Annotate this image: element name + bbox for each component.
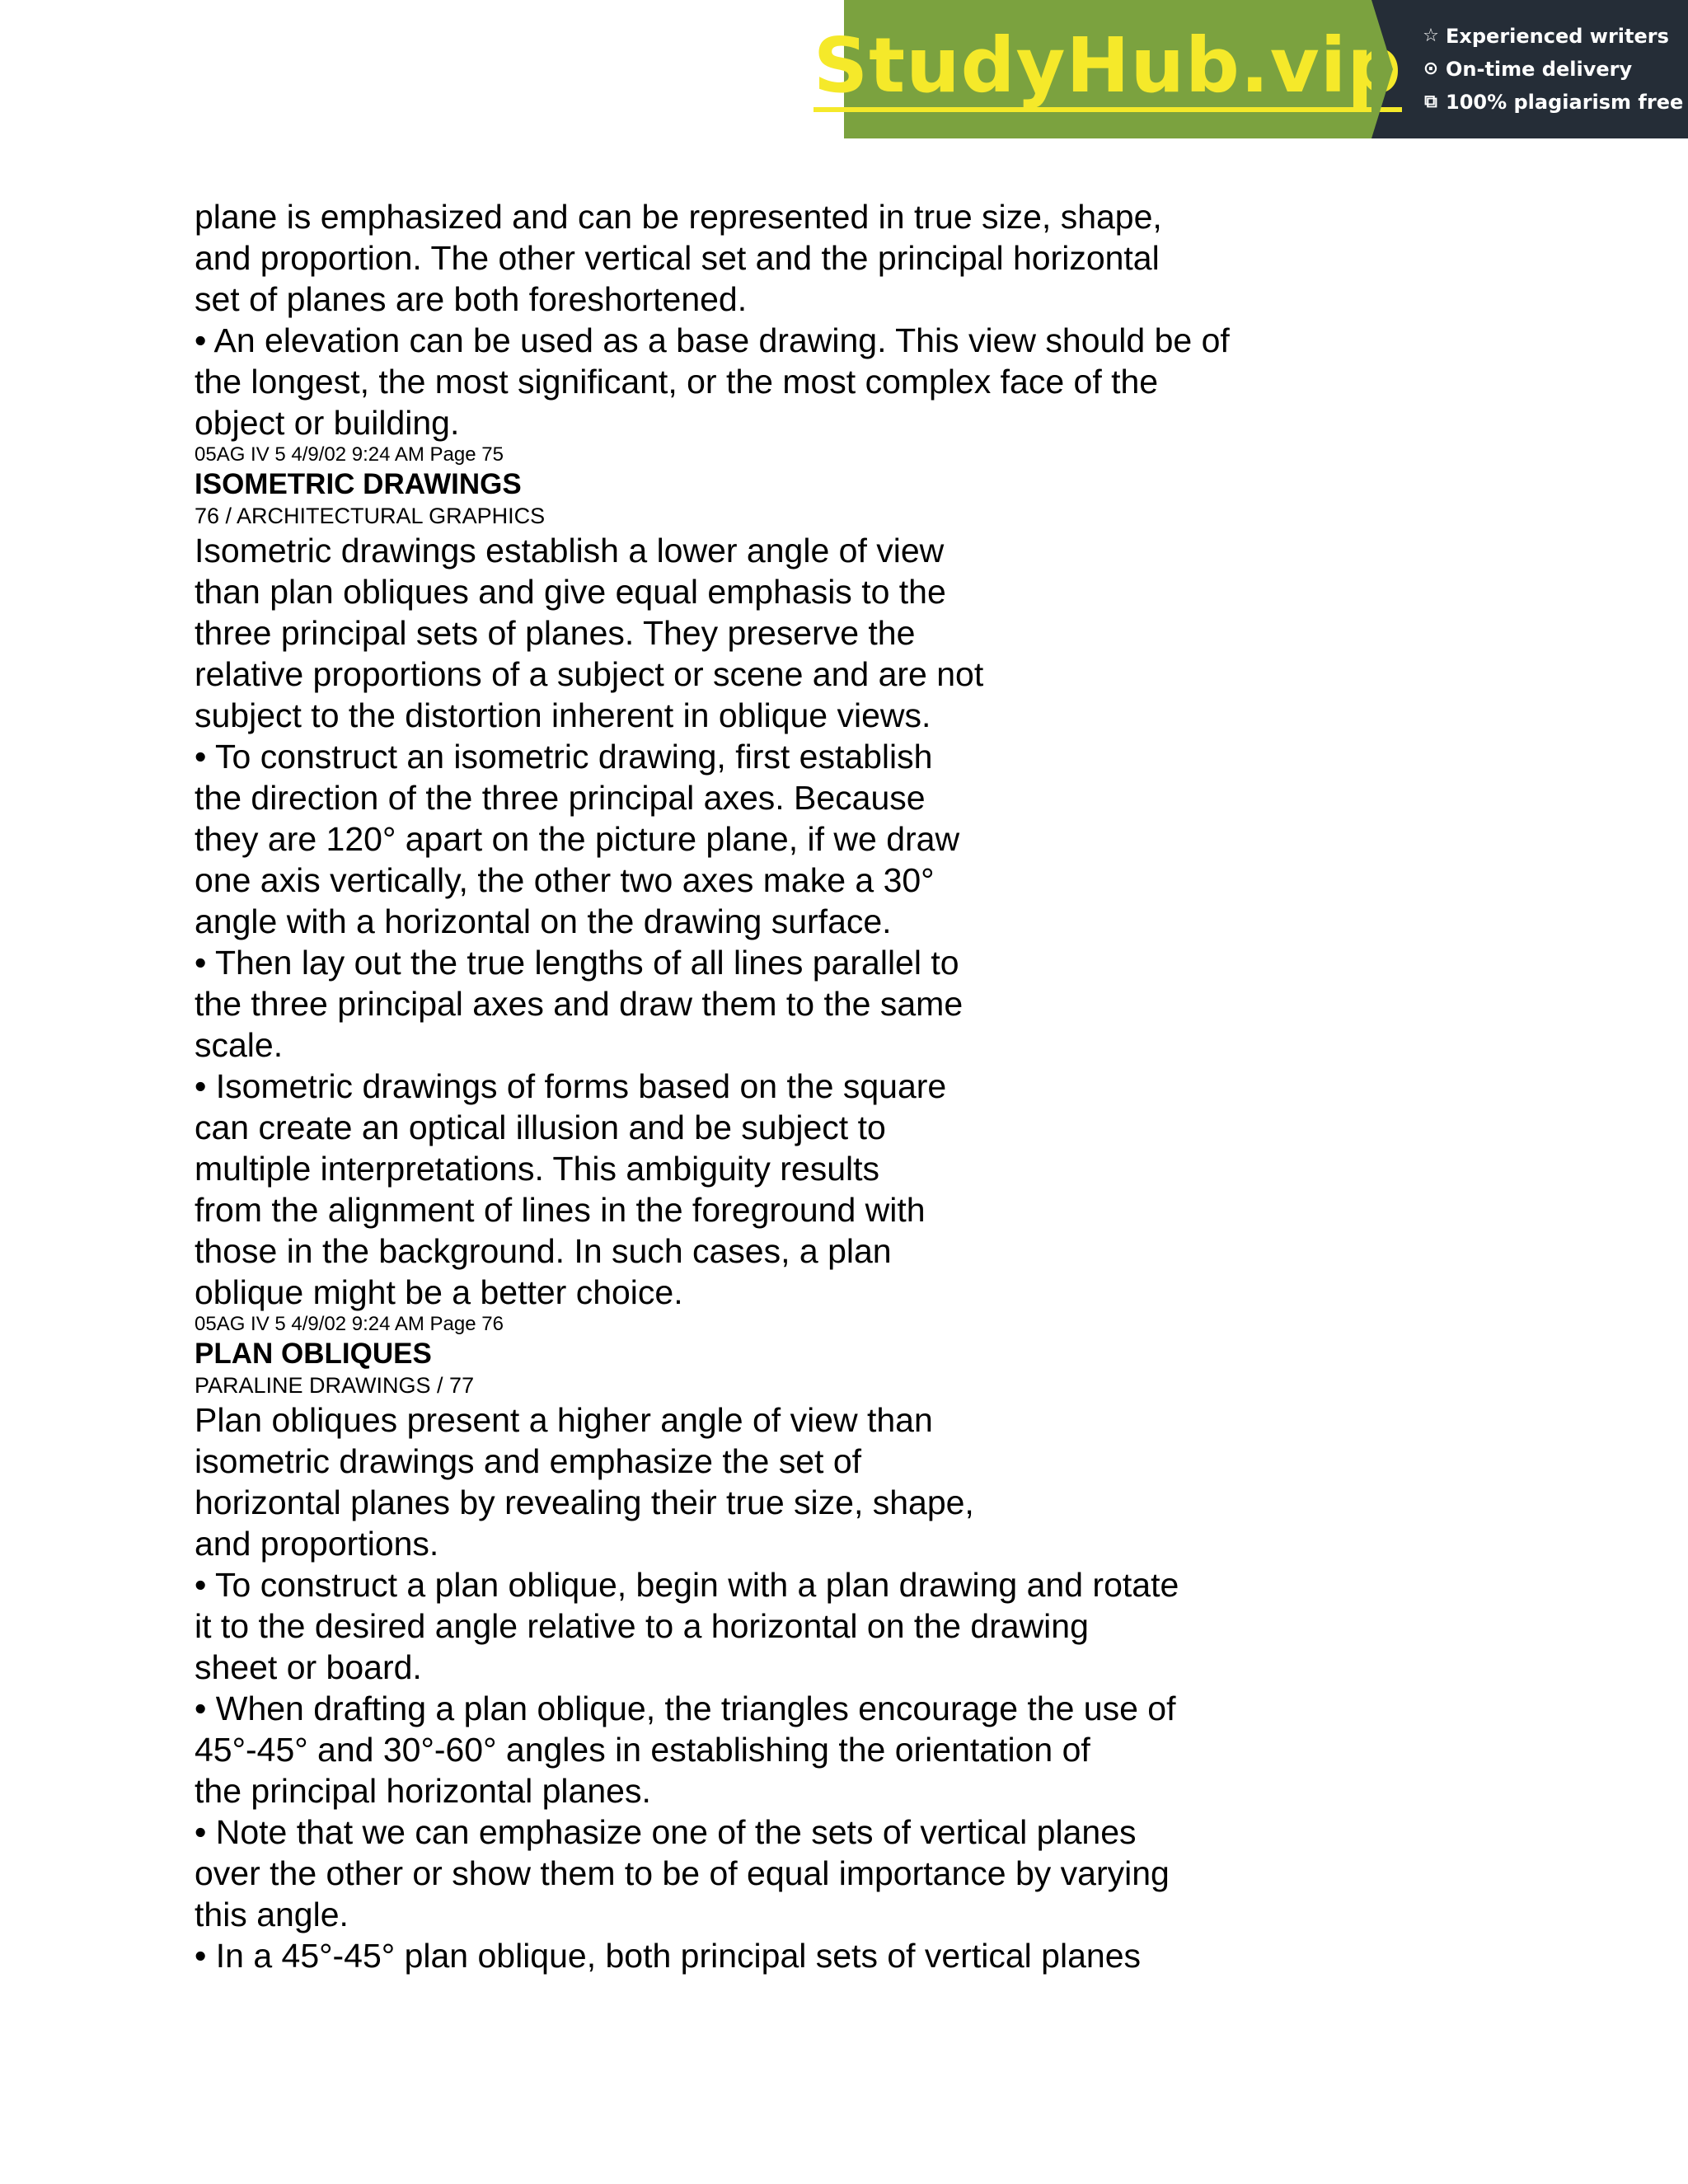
body-text-line: those in the background. In such cases, a plan (195, 1232, 892, 1270)
body-text-line: the longest, the most significant, or the most complex face of the (195, 363, 1159, 401)
body-text-line: isometric drawings and emphasize the set of (195, 1442, 862, 1480)
body-text-line: • To construct a plan oblique, begin with a plan drawing and rotate (195, 1566, 1179, 1604)
feature-label: On-time delivery (1446, 58, 1633, 81)
body-text-line: 45°-45° and 30°-60° angles in establishing the orientation of (195, 1731, 1090, 1769)
body-text-line: object or building. (195, 404, 460, 442)
studyhub-banner[interactable] (813, 0, 1688, 138)
body-text-line: than plan obliques and give equal emphasis to the (195, 573, 946, 611)
body-text-line: can create an optical illusion and be subject to (195, 1108, 886, 1146)
body-text-line: • In a 45°-45° plan oblique, both principal sets of vertical planes (195, 1937, 1141, 1975)
running-header: PARALINE DRAWINGS / 77 (195, 1373, 475, 1398)
body-text-line: • To construct an isometric drawing, first establish (195, 738, 933, 776)
feature-plagiarism-free (1419, 89, 1688, 115)
body-text-line: Plan obliques present a higher angle of view than (195, 1401, 933, 1439)
body-text-line: subject to the distortion inherent in oblique views. (195, 696, 931, 734)
feature-label: 100% plagiarism free (1446, 91, 1684, 114)
body-text-line: and proportions. (195, 1525, 439, 1563)
body-text-line: one axis vertically, the other two axes make a 30° (195, 861, 935, 899)
body-text-line: • Note that we can emphasize one of the sets of vertical planes (195, 1813, 1137, 1851)
section-heading: PLAN OBLIQUES (195, 1338, 432, 1370)
body-text-line: over the other or show them to be of equal importance by varying (195, 1854, 1170, 1892)
body-text-line: and proportion. The other vertical set and the principal horizontal (195, 239, 1160, 277)
document-text (195, 196, 1596, 1976)
body-text-line: the direction of the three principal axes. Because (195, 779, 926, 817)
running-header: 76 / ARCHITECTURAL GRAPHICS (195, 504, 546, 528)
section-heading: ISOMETRIC DRAWINGS (195, 468, 522, 500)
body-text-line: three principal sets of planes. They preserve the (195, 614, 916, 652)
page-meta-line: 05AG IV 5 4/9/02 9:24 AM Page 75 (195, 443, 504, 466)
body-text-line: horizontal planes by revealing their true size, shape, (195, 1483, 974, 1521)
feature-on-time-delivery (1419, 56, 1688, 82)
feature-label: Experienced writers (1446, 25, 1669, 48)
body-text-line: the three principal axes and draw them to the same (195, 985, 964, 1023)
body-text-line: scale. (195, 1026, 284, 1064)
body-text-line: oblique might be a better choice. (195, 1273, 683, 1311)
body-text-line: • Isometric drawings of forms based on the square (195, 1067, 947, 1105)
body-text-line: it to the desired angle relative to a horizontal on the drawing (195, 1607, 1089, 1645)
body-text-line: set of planes are both foreshortened. (195, 280, 748, 318)
body-text-line: Isometric drawings establish a lower angle of view (195, 532, 945, 569)
feature-experienced-writers (1419, 23, 1688, 49)
body-text-line: the principal horizontal planes. (195, 1772, 651, 1810)
copy-icon: ⧉ (1424, 91, 1437, 112)
body-text-line: plane is emphasized and can be represented in true size, shape, (195, 198, 1162, 236)
body-text-line: • Then lay out the true lengths of all lines parallel to (195, 944, 959, 982)
star-icon: ☆ (1423, 26, 1439, 46)
banner-features (1372, 0, 1688, 138)
page-meta-line: 05AG IV 5 4/9/02 9:24 AM Page 76 (195, 1313, 504, 1335)
clock-icon: ⊙ (1423, 59, 1439, 79)
body-text-line: angle with a horizontal on the drawing surface. (195, 902, 892, 940)
logo-text: StudyHub.vip (814, 26, 1402, 112)
body-text-line: sheet or board. (195, 1648, 422, 1686)
body-text-line: from the alignment of lines in the foreground with (195, 1191, 926, 1229)
body-text-line: relative proportions of a subject or scene and are not (195, 655, 984, 693)
body-text-line: this angle. (195, 1896, 349, 1933)
studyhub-logo[interactable] (813, 0, 1403, 138)
body-text-line: they are 120° apart on the picture plane, if we draw (195, 820, 960, 858)
body-text-line: multiple interpretations. This ambiguity results (195, 1150, 879, 1188)
body-text-line: • When drafting a plan oblique, the triangles encourage the use of (195, 1690, 1176, 1727)
body-text-line: • An elevation can be used as a base drawing. This view should be of (195, 321, 1230, 359)
